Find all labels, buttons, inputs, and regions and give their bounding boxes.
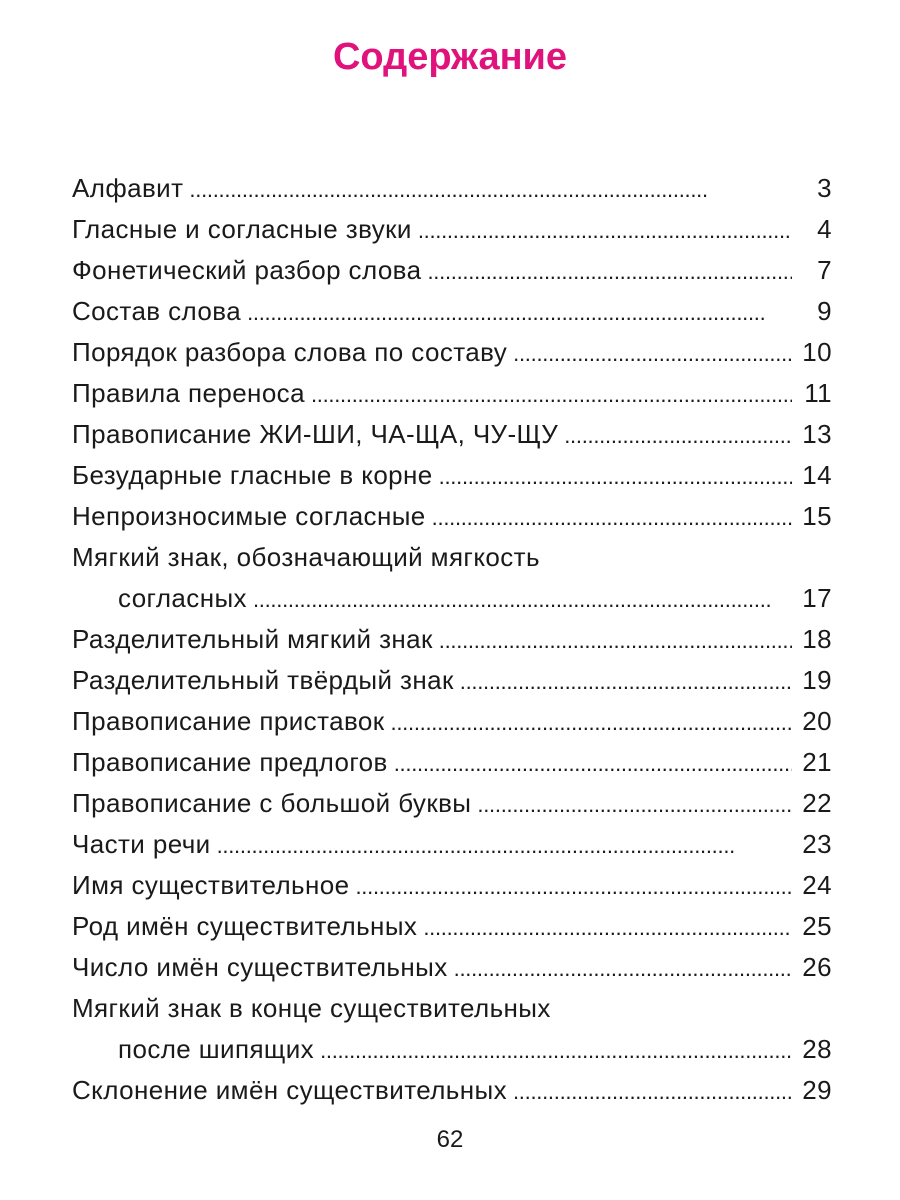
toc-entry-title: Число имён существительных bbox=[72, 952, 448, 982]
dot-leader bbox=[439, 619, 792, 661]
toc-entry-page: 25 bbox=[802, 911, 832, 941]
dot-leader bbox=[247, 291, 792, 333]
toc-entry-page: 4 bbox=[817, 214, 832, 244]
dot-leader bbox=[418, 209, 792, 251]
toc-entry bbox=[72, 988, 832, 1070]
toc-entry-title: Части речи bbox=[72, 829, 211, 859]
toc-entry-page: 24 bbox=[802, 870, 832, 900]
toc-entry-title: Фонетический разбор слова bbox=[72, 255, 422, 285]
toc-entry bbox=[72, 537, 832, 619]
toc-entry-line bbox=[72, 455, 832, 496]
toc-entry bbox=[72, 209, 832, 250]
dot-leader bbox=[513, 1070, 792, 1112]
dot-leader bbox=[355, 865, 792, 907]
toc-entry-title: Склонение имён существительных bbox=[72, 1075, 507, 1105]
dot-leader bbox=[454, 947, 792, 989]
toc-entry-title: Правописание с большой буквы bbox=[72, 788, 472, 818]
toc-entry-title: Состав слова bbox=[72, 296, 242, 326]
toc-entry-title: Гласные и согласные звуки bbox=[72, 214, 412, 244]
toc-entry bbox=[72, 742, 832, 783]
toc-entry-title: после шипящих bbox=[118, 1034, 315, 1064]
toc-entry bbox=[72, 701, 832, 742]
toc-entry-page: 9 bbox=[817, 296, 832, 326]
toc-entry-title: Имя существительное bbox=[72, 870, 350, 900]
toc-entry bbox=[72, 455, 832, 496]
toc-entry-title: Разделительный твёрдый знак bbox=[72, 665, 454, 695]
toc-entry bbox=[72, 168, 832, 209]
toc-entry-page: 3 bbox=[817, 173, 832, 203]
toc-entry-line bbox=[72, 865, 832, 906]
toc-entry bbox=[72, 619, 832, 660]
dot-leader bbox=[477, 783, 792, 825]
toc-entry-page: 26 bbox=[802, 952, 832, 982]
toc-entry bbox=[72, 906, 832, 947]
dot-leader bbox=[320, 1029, 792, 1071]
dot-leader bbox=[460, 660, 792, 702]
toc-entry-title: Непроизносимые согласные bbox=[72, 501, 426, 531]
dot-leader bbox=[423, 906, 792, 948]
toc-entry bbox=[72, 373, 832, 414]
toc-entry bbox=[72, 332, 832, 373]
toc-entry-title: Порядок разбора слова по составу bbox=[72, 337, 508, 367]
toc-entry-title: Мягкий знак, обозначающий мягкость bbox=[72, 542, 540, 572]
toc-entry-line bbox=[72, 373, 832, 414]
toc-entry-line bbox=[72, 250, 832, 291]
toc-entry bbox=[72, 865, 832, 906]
toc-entry bbox=[72, 496, 832, 537]
toc-entry-page: 28 bbox=[802, 1034, 832, 1064]
toc-entry-line bbox=[72, 209, 832, 250]
toc-entry bbox=[72, 783, 832, 824]
toc-entry-page: 17 bbox=[802, 583, 832, 613]
toc-entry-continuation bbox=[72, 578, 832, 619]
dot-leader bbox=[311, 373, 792, 415]
toc-entry-title: Мягкий знак в конце существительных bbox=[72, 993, 551, 1023]
toc-entry-page: 20 bbox=[802, 706, 832, 736]
toc-entry-line bbox=[72, 824, 832, 865]
dot-leader bbox=[432, 496, 792, 538]
toc-entry-title: согласных bbox=[118, 583, 247, 613]
toc-entry-continuation bbox=[72, 1029, 832, 1070]
toc-entry-page: 21 bbox=[802, 747, 832, 777]
dot-leader bbox=[253, 578, 792, 620]
toc-entry bbox=[72, 1070, 832, 1111]
dot-leader bbox=[564, 414, 792, 456]
toc-entry-page: 7 bbox=[817, 255, 832, 285]
toc-entry-line bbox=[72, 496, 832, 537]
toc-entry-line bbox=[72, 168, 832, 209]
toc-entry-line bbox=[72, 742, 832, 783]
dot-leader bbox=[391, 701, 792, 743]
toc-entry-page: 22 bbox=[802, 788, 832, 818]
toc-entry-line bbox=[72, 332, 832, 373]
toc-entry-line bbox=[72, 619, 832, 660]
toc-entry-title: Правописание приставок bbox=[72, 706, 385, 736]
table-of-contents bbox=[72, 168, 832, 1111]
toc-entry-title: Алфавит bbox=[72, 173, 184, 203]
toc-entry-line bbox=[72, 537, 832, 578]
toc-entry-line bbox=[72, 414, 832, 455]
dot-leader bbox=[513, 332, 792, 374]
toc-entry-line bbox=[72, 906, 832, 947]
toc-entry-title: Правописание ЖИ-ШИ, ЧА-ЩА, ЧУ-ЩУ bbox=[72, 419, 559, 449]
dot-leader bbox=[427, 250, 792, 292]
toc-entry-line bbox=[72, 701, 832, 742]
toc-entry-line bbox=[72, 660, 832, 701]
toc-entry-title: Разделительный мягкий знак bbox=[72, 624, 433, 654]
dot-leader bbox=[439, 455, 792, 497]
toc-entry-page: 15 bbox=[802, 501, 832, 531]
page-title: Содержание bbox=[332, 36, 568, 78]
toc-entry-page: 14 bbox=[802, 460, 832, 490]
toc-entry-title: Правописание предлогов bbox=[72, 747, 388, 777]
toc-entry bbox=[72, 414, 832, 455]
toc-entry-line bbox=[72, 783, 832, 824]
toc-entry bbox=[72, 824, 832, 865]
toc-entry-page: 13 bbox=[802, 419, 832, 449]
toc-entry-page: 23 bbox=[802, 829, 832, 859]
toc-entry-title: Род имён существительных bbox=[72, 911, 418, 941]
dot-leader bbox=[217, 824, 792, 866]
toc-entry-line bbox=[72, 988, 832, 1029]
toc-entry-title: Безударные гласные в корне bbox=[72, 460, 433, 490]
toc-entry-line bbox=[72, 947, 832, 988]
toc-entry-page: 19 bbox=[802, 665, 832, 695]
toc-entry-line bbox=[72, 291, 832, 332]
toc-entry-page: 11 bbox=[804, 378, 832, 408]
dot-leader bbox=[394, 742, 792, 784]
page-number: 62 bbox=[436, 1126, 464, 1153]
toc-entry-page: 29 bbox=[802, 1075, 832, 1105]
toc-entry-line bbox=[72, 1070, 832, 1111]
toc-entry bbox=[72, 947, 832, 988]
toc-entry-page: 10 bbox=[802, 337, 832, 367]
toc-entry bbox=[72, 250, 832, 291]
dot-leader bbox=[189, 168, 792, 210]
toc-entry-page: 18 bbox=[802, 624, 832, 654]
toc-entry bbox=[72, 660, 832, 701]
toc-entry bbox=[72, 291, 832, 332]
toc-entry-title: Правила переноса bbox=[72, 378, 305, 408]
